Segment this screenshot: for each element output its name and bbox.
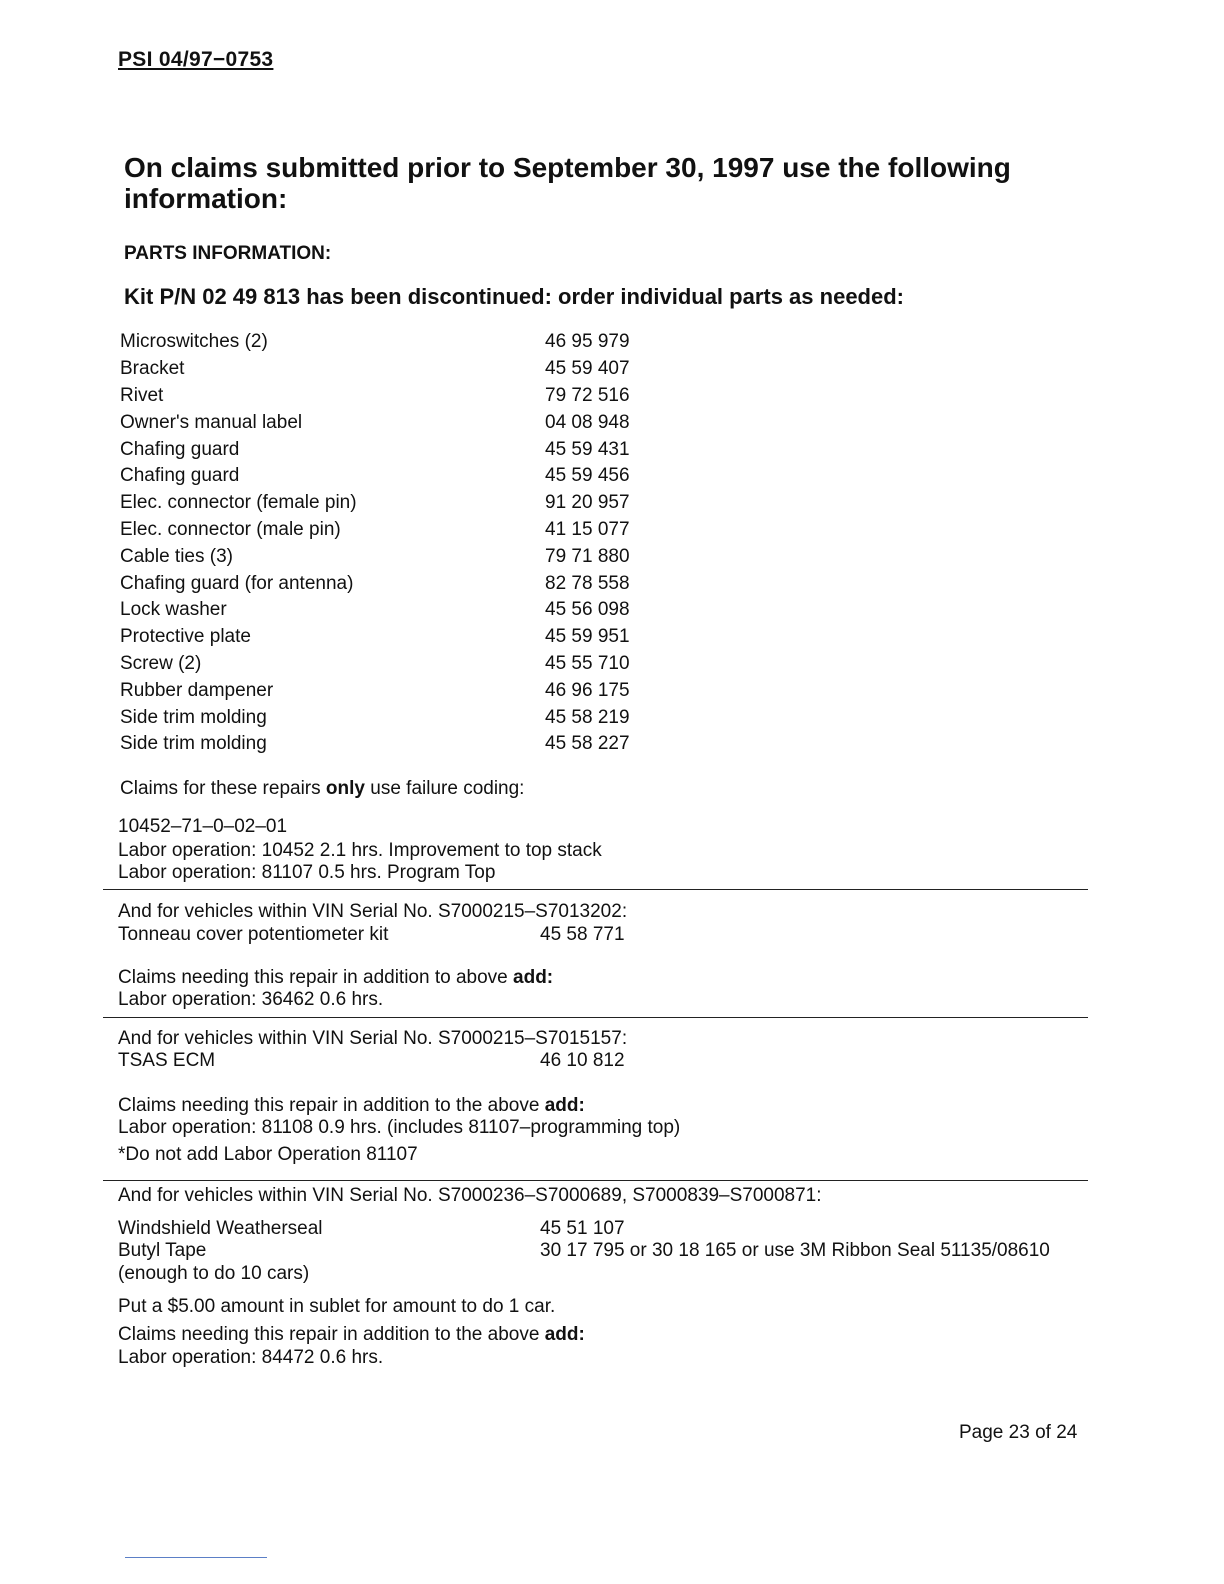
section-divider <box>103 1180 1088 1181</box>
labor-operation-81108: Labor operation: 81108 0.9 hrs. (includes 81107–programming top) <box>118 1117 681 1138</box>
labor-operation-36462: Labor operation: 36462 0.6 hrs. <box>118 989 384 1010</box>
labor-operation-84472: Labor operation: 84472 0.6 hrs. <box>118 1347 384 1368</box>
part-number: 45 56 098 <box>545 599 630 621</box>
part-number: 82 78 558 <box>545 572 630 594</box>
parts-row <box>120 356 680 383</box>
part-name: Rubber dampener <box>120 679 274 701</box>
parts-list <box>120 329 680 758</box>
part-name: Cable ties (3) <box>120 545 233 567</box>
parts-row <box>120 570 680 597</box>
parts-row <box>120 517 680 544</box>
page-number: Page 23 of 24 <box>959 1422 1078 1443</box>
part-name: Chafing guard <box>120 465 240 487</box>
part-number: 79 72 516 <box>545 384 630 406</box>
parts-row <box>120 651 680 678</box>
coding-intro: Claims for these repairs only use failure coding: <box>120 778 525 799</box>
part-name: Chafing guard (for antenna) <box>120 572 354 594</box>
parts-row-tsas-ecm <box>118 1050 625 1072</box>
sublet-instruction: Put a $5.00 amount in sublet for amount to do 1 car. <box>118 1296 556 1317</box>
part-number: 46 10 812 <box>540 1050 625 1071</box>
vin-range-b: And for vehicles within VIN Serial No. S7000215–S7015157: <box>118 1028 628 1049</box>
part-number: 45 58 219 <box>545 706 630 728</box>
part-number: 45 51 107 <box>540 1218 625 1239</box>
parts-row <box>120 409 680 436</box>
labor-operation-10452: Labor operation: 10452 2.1 hrs. Improvement to top stack <box>118 840 602 861</box>
part-name: Microswitches (2) <box>120 331 268 353</box>
part-name: Windshield Weatherseal <box>118 1218 323 1239</box>
parts-row <box>120 731 680 758</box>
parts-row <box>120 383 680 410</box>
section-divider <box>103 889 1088 890</box>
labor-operation-81107: Labor operation: 81107 0.5 hrs. Program Top <box>118 862 496 883</box>
part-name: Lock washer <box>120 599 227 621</box>
parts-row <box>120 463 680 490</box>
part-name: Side trim molding <box>120 706 267 728</box>
section-divider <box>103 1017 1088 1018</box>
parts-row <box>120 597 680 624</box>
part-number: 79 71 880 <box>545 545 630 567</box>
footer-rule <box>125 1557 267 1558</box>
claims-add-b: Claims needing this repair in addition to the above add: <box>118 1095 585 1116</box>
parts-row <box>120 624 680 651</box>
part-name: Butyl Tape <box>118 1240 207 1261</box>
part-name: Tonneau cover potentiometer kit <box>118 924 389 945</box>
parts-row <box>120 677 680 704</box>
parts-row <box>120 490 680 517</box>
part-name: Side trim molding <box>120 733 267 755</box>
part-number: 04 08 948 <box>545 411 630 433</box>
part-name: Screw (2) <box>120 652 202 674</box>
vin-range-c: And for vehicles within VIN Serial No. S7000236–S7000689, S7000839–S7000871: <box>118 1185 822 1206</box>
parts-row-weatherseal <box>118 1218 625 1240</box>
part-number: 45 55 710 <box>545 652 630 674</box>
vin-range-a: And for vehicles within VIN Serial No. S7000215–S7013202: <box>118 901 628 922</box>
part-number: 45 58 771 <box>540 924 625 945</box>
part-number: 45 59 431 <box>545 438 630 460</box>
page-headline: On claims submitted prior to September 30, 1997 use the following information: <box>124 152 1011 214</box>
parts-row-butyl-tape <box>118 1240 1050 1262</box>
claims-add-a: Claims needing this repair in addition to above add: <box>118 967 554 988</box>
part-name: Bracket <box>120 358 185 380</box>
part-number: 91 20 957 <box>545 492 630 514</box>
parts-row <box>120 704 680 731</box>
labor-note: *Do not add Labor Operation 81107 <box>118 1144 418 1165</box>
parts-information-heading: PARTS INFORMATION: <box>124 243 332 264</box>
part-number: 45 59 951 <box>545 626 630 648</box>
part-name: TSAS ECM <box>118 1050 216 1071</box>
parts-row <box>120 436 680 463</box>
part-name: Elec. connector (male pin) <box>120 518 341 540</box>
part-name: Owner's manual label <box>120 411 303 433</box>
claims-add-c: Claims needing this repair in addition to the above add: <box>118 1324 585 1345</box>
part-number: 41 15 077 <box>545 518 630 540</box>
part-number: 46 95 979 <box>545 331 630 353</box>
parts-row <box>120 329 680 356</box>
part-name: Chafing guard <box>120 438 240 460</box>
part-number: 45 59 456 <box>545 465 630 487</box>
part-number: 30 17 795 or 30 18 165 or use 3M Ribbon Seal 51135/08610 <box>540 1240 1050 1261</box>
part-number: 45 59 407 <box>545 358 630 380</box>
part-number: 46 96 175 <box>545 679 630 701</box>
part-name: Protective plate <box>120 626 251 648</box>
part-number: 45 58 227 <box>545 733 630 755</box>
parts-row <box>120 543 680 570</box>
part-name: Elec. connector (female pin) <box>120 492 357 514</box>
document-id: PSI 04/97−0753 <box>118 48 274 71</box>
parts-row-tonneau <box>118 924 625 946</box>
kit-discontinued-notice: Kit P/N 02 49 813 has been discontinued: order individual parts as needed: <box>124 284 904 309</box>
part-name: Rivet <box>120 384 164 406</box>
butyl-tape-note: (enough to do 10 cars) <box>118 1263 310 1284</box>
failure-code: 10452–71–0–02–01 <box>118 816 288 837</box>
